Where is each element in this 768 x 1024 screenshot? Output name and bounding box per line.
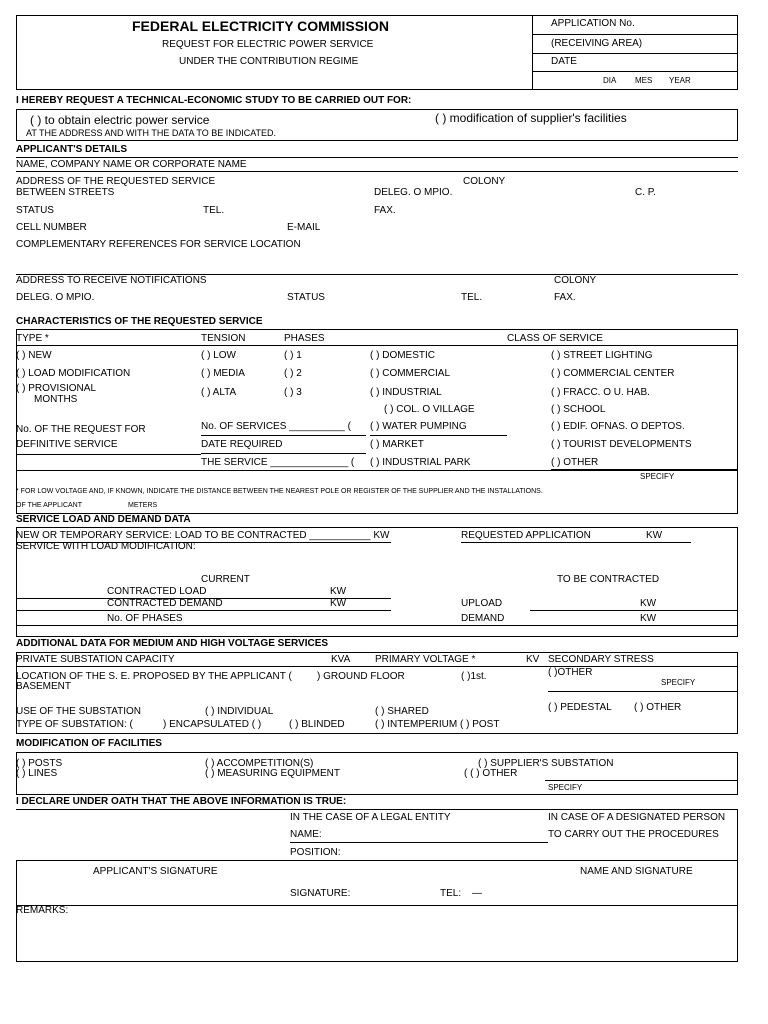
secondary-stress-field[interactable]: SECONDARY STRESS <box>548 654 654 665</box>
contracted-demand-kw: KW <box>330 598 347 609</box>
additional-heading: ADDITIONAL DATA FOR MEDIUM AND HIGH VOLTAGE SERVICES <box>16 638 329 649</box>
requested-kw: KW <box>646 530 663 541</box>
phase-2[interactable]: ( ) 2 <box>284 368 302 379</box>
request-note: AT THE ADDRESS AND WITH THE DATA TO BE INDICATED. <box>26 128 277 138</box>
upload-label: UPLOAD <box>461 598 503 609</box>
kv-label: KV <box>526 654 540 665</box>
receiving-area-field[interactable]: (RECEIVING AREA) <box>551 38 643 49</box>
name-signature-label[interactable]: NAME AND SIGNATURE <box>580 866 693 877</box>
date-mes: MES <box>635 76 653 85</box>
tension-alta[interactable]: ( ) ALTA <box>201 387 237 398</box>
footnote-distance: * FOR LOW VOLTAGE AND, IF KNOWN, INDICATE THE DISTANCE BETWEEN THE NEAREST POLE OR REGISTER OF THE SUPPLIER AND THE INSTALLATIONS. <box>16 488 543 495</box>
subtitle-1: REQUEST FOR ELECTRIC POWER SERVICE <box>162 39 374 50</box>
class-industrial[interactable]: ( ) INDUSTRIAL <box>370 387 442 398</box>
private-substation-field[interactable]: PRIVATE SUBSTATION CAPACITY <box>16 654 175 665</box>
address-field[interactable]: ADDRESS OF THE REQUESTED SERVICE <box>16 176 216 187</box>
class-commercial[interactable]: ( ) COMMERCIAL <box>370 368 450 379</box>
class-industrial-park[interactable]: ( ) INDUSTRIAL PARK <box>370 457 471 468</box>
type-provisional[interactable]: ( ) PROVISIONAL <box>16 383 97 394</box>
application-no-field[interactable]: APPLICATION No. <box>551 18 635 29</box>
phase-1[interactable]: ( ) 1 <box>284 350 302 361</box>
modification-other-option[interactable]: ( ( ) OTHER <box>464 768 518 779</box>
months-label: MONTHS <box>34 394 78 405</box>
date-year: YEAR <box>669 76 691 85</box>
current-label: CURRENT <box>201 574 250 585</box>
tension-media[interactable]: ( ) MEDIA <box>201 368 245 379</box>
location-label: LOCATION OF THE S. E. PROPOSED BY THE APPLICANT ( <box>16 671 292 682</box>
applicant-signature-label[interactable]: APPLICANT'S SIGNATURE <box>93 866 218 877</box>
fax-field[interactable]: FAX. <box>374 205 396 216</box>
contracted-demand-label: CONTRACTED DEMAND <box>107 598 223 609</box>
to-contract-label: TO BE CONTRACTED <box>557 574 660 585</box>
remarks-field[interactable]: REMARKS: <box>16 905 69 916</box>
notif-colony-field[interactable]: COLONY <box>554 275 597 286</box>
ground-floor-option[interactable]: ) GROUND FLOOR <box>317 671 405 682</box>
status-field[interactable]: STATUS <box>16 205 54 216</box>
supplier-substation-option[interactable]: ( ) SUPPLIER'S SUBSTATION <box>478 758 614 769</box>
deleg-field[interactable]: DELEG. O MPIO. <box>374 187 453 198</box>
measuring-option[interactable]: ( ) MEASURING EQUIPMENT <box>205 768 341 779</box>
applicant-heading: APPLICANT'S DETAILS <box>16 144 128 155</box>
date-field[interactable]: DATE <box>551 56 577 67</box>
colony-field[interactable]: COLONY <box>463 176 506 187</box>
tel-signature-field[interactable]: TEL: <box>440 888 462 899</box>
type-new[interactable]: ( ) NEW <box>16 350 52 361</box>
encapsulated-option[interactable]: ) ENCAPSULATED ( ) <box>163 719 262 730</box>
notif-status-field[interactable]: STATUS <box>287 292 325 303</box>
remarks-box <box>16 905 738 962</box>
first-floor-option[interactable]: ( )1st. <box>461 671 487 682</box>
posts-option[interactable]: ( ) POSTS <box>16 758 63 769</box>
legal-position-field[interactable]: POSITION: <box>290 847 341 858</box>
refs-field[interactable]: COMPLEMENTARY REFERENCES FOR SERVICE LOCATION <box>16 239 301 250</box>
no-request-label: No. OF THE REQUEST FOR <box>16 424 146 435</box>
definitive-label: DEFINITIVE SERVICE <box>16 439 118 450</box>
name-field[interactable]: NAME, COMPANY NAME OR CORPORATE NAME <box>16 159 247 170</box>
class-label: CLASS OF SERVICE <box>507 333 603 344</box>
designated-label-2: TO CARRY OUT THE PROCEDURES <box>548 829 719 840</box>
signature-field[interactable]: SIGNATURE: <box>290 888 351 899</box>
type-substation-label: TYPE OF SUBSTATION: ( <box>16 719 133 730</box>
accompetition-option[interactable]: ( ) ACCOMPETITION(S) <box>205 758 314 769</box>
modification-box <box>16 752 738 795</box>
tel-field[interactable]: TEL. <box>203 205 225 216</box>
no-phases-label: No. OF PHASES <box>107 613 183 624</box>
class-specify: SPECIFY <box>640 472 675 481</box>
shared-option[interactable]: ( ) SHARED <box>375 706 429 717</box>
notif-fax-field[interactable]: FAX. <box>554 292 576 303</box>
modification-heading: MODIFICATION OF FACILITIES <box>16 738 162 749</box>
use-of-substation-label: USE OF THE SUBSTATION <box>16 706 142 717</box>
intemperium-option[interactable]: ( ) INTEMPERIUM ( ) POST <box>375 719 500 730</box>
class-school[interactable]: ( ) SCHOOL <box>551 404 606 415</box>
pedestal-option[interactable]: ( ) PEDESTAL <box>548 702 612 713</box>
between-streets-field[interactable]: BETWEEN STREETS <box>16 187 115 198</box>
option-modification[interactable]: ( ) modification of supplier's facilities <box>435 111 627 125</box>
designated-label-1: IN CASE OF A DESIGNATED PERSON <box>548 812 726 823</box>
class-other[interactable]: ( ) OTHER <box>551 457 599 468</box>
meters-label: METERS <box>128 502 158 509</box>
class-market[interactable]: ( ) MARKET <box>370 439 424 450</box>
email-field[interactable]: E-MAIL <box>287 222 321 233</box>
requested-application-field[interactable]: REQUESTED APPLICATION <box>461 530 591 541</box>
notif-tel-field[interactable]: TEL. <box>461 292 483 303</box>
class-domestic[interactable]: ( ) DOMESTIC <box>370 350 435 361</box>
secondary-specify: SPECIFY <box>661 678 696 687</box>
phase-3[interactable]: ( ) 3 <box>284 387 302 398</box>
the-service-field[interactable]: THE SERVICE ______________ ( <box>201 457 355 468</box>
notif-address-field[interactable]: ADDRESS TO RECEIVE NOTIFICATIONS <box>16 275 207 286</box>
demand-label: DEMAND <box>461 613 505 624</box>
primary-voltage-field[interactable]: PRIMARY VOLTAGE * <box>375 654 476 665</box>
type-label: TYPE * <box>16 333 49 344</box>
chars-heading: CHARACTERISTICS OF THE REQUESTED SERVICE <box>16 316 263 327</box>
phases-label: PHASES <box>284 333 325 344</box>
class-edif[interactable]: ( ) EDIF. OFNAS. O DEPTOS. <box>551 421 685 432</box>
class-street-lighting[interactable]: ( ) STREET LIGHTING <box>551 350 653 361</box>
kva-label: KVA <box>331 654 351 665</box>
date-required-field[interactable]: DATE REQUIRED <box>201 439 283 450</box>
tension-label: TENSION <box>201 333 246 344</box>
load-heading: SERVICE LOAD AND DEMAND DATA <box>16 514 191 525</box>
org-title: FEDERAL ELECTRICITY COMMISSION <box>132 18 389 34</box>
upload-kw: KW <box>640 598 657 609</box>
secondary-other-option[interactable]: ( )OTHER <box>548 667 593 678</box>
individual-option[interactable]: ( ) INDIVIDUAL <box>205 706 274 717</box>
class-fracc[interactable]: ( ) FRACC. O U. HAB. <box>551 387 650 398</box>
modification-specify: SPECIFY <box>548 783 583 792</box>
contracted-load-label: CONTRACTED LOAD <box>107 586 207 597</box>
class-commercial-center[interactable]: ( ) COMMERCIAL CENTER <box>551 368 675 379</box>
date-dia: DIA <box>603 76 617 85</box>
footnote-applicant: OF THE APPLICANT <box>16 502 82 509</box>
lines-option[interactable]: ( ) LINES <box>16 768 58 779</box>
load-mod-label: SERVICE WITH LOAD MODIFICATION: <box>16 541 196 552</box>
basement-option[interactable]: BASEMENT <box>16 681 72 692</box>
blinded-option[interactable]: ( ) BLINDED <box>289 719 345 730</box>
legal-name-field[interactable]: NAME: <box>290 829 322 840</box>
pedestal-other-option[interactable]: ( ) OTHER <box>634 702 682 713</box>
cell-field[interactable]: CELL NUMBER <box>16 222 87 233</box>
option-obtain-service[interactable]: ( ) to obtain electric power service <box>30 113 210 127</box>
type-load-mod[interactable]: ( ) LOAD MODIFICATION <box>16 368 131 379</box>
legal-entity-label: IN THE CASE OF A LEGAL ENTITY <box>290 812 451 823</box>
tel-signature-value: — <box>472 888 482 899</box>
tension-low[interactable]: ( ) LOW <box>201 350 236 361</box>
new-temp-load-field[interactable]: NEW OR TEMPORARY SERVICE: LOAD TO BE CONTRACTED ___________ KW <box>16 530 390 541</box>
subtitle-2: UNDER THE CONTRIBUTION REGIME <box>179 56 359 67</box>
contracted-load-kw: KW <box>330 586 347 597</box>
request-heading: I HEREBY REQUEST A TECHNICAL-ECONOMIC STUDY TO BE CARRIED OUT FOR: <box>16 95 412 106</box>
declaration-heading: I DECLARE UNDER OATH THAT THE ABOVE INFORMATION IS TRUE: <box>16 796 347 807</box>
notif-deleg-field[interactable]: DELEG. O MPIO. <box>16 292 95 303</box>
demand-kw: KW <box>640 613 657 624</box>
no-services-field[interactable]: No. OF SERVICES __________ ( <box>201 421 351 432</box>
class-tourist[interactable]: ( ) TOURIST DEVELOPMENTS <box>551 439 692 450</box>
cp-field[interactable]: C. P. <box>635 187 656 198</box>
class-col-village[interactable]: ( ) COL. O VILLAGE <box>384 404 475 415</box>
class-water[interactable]: ( ) WATER PUMPING <box>370 421 467 432</box>
